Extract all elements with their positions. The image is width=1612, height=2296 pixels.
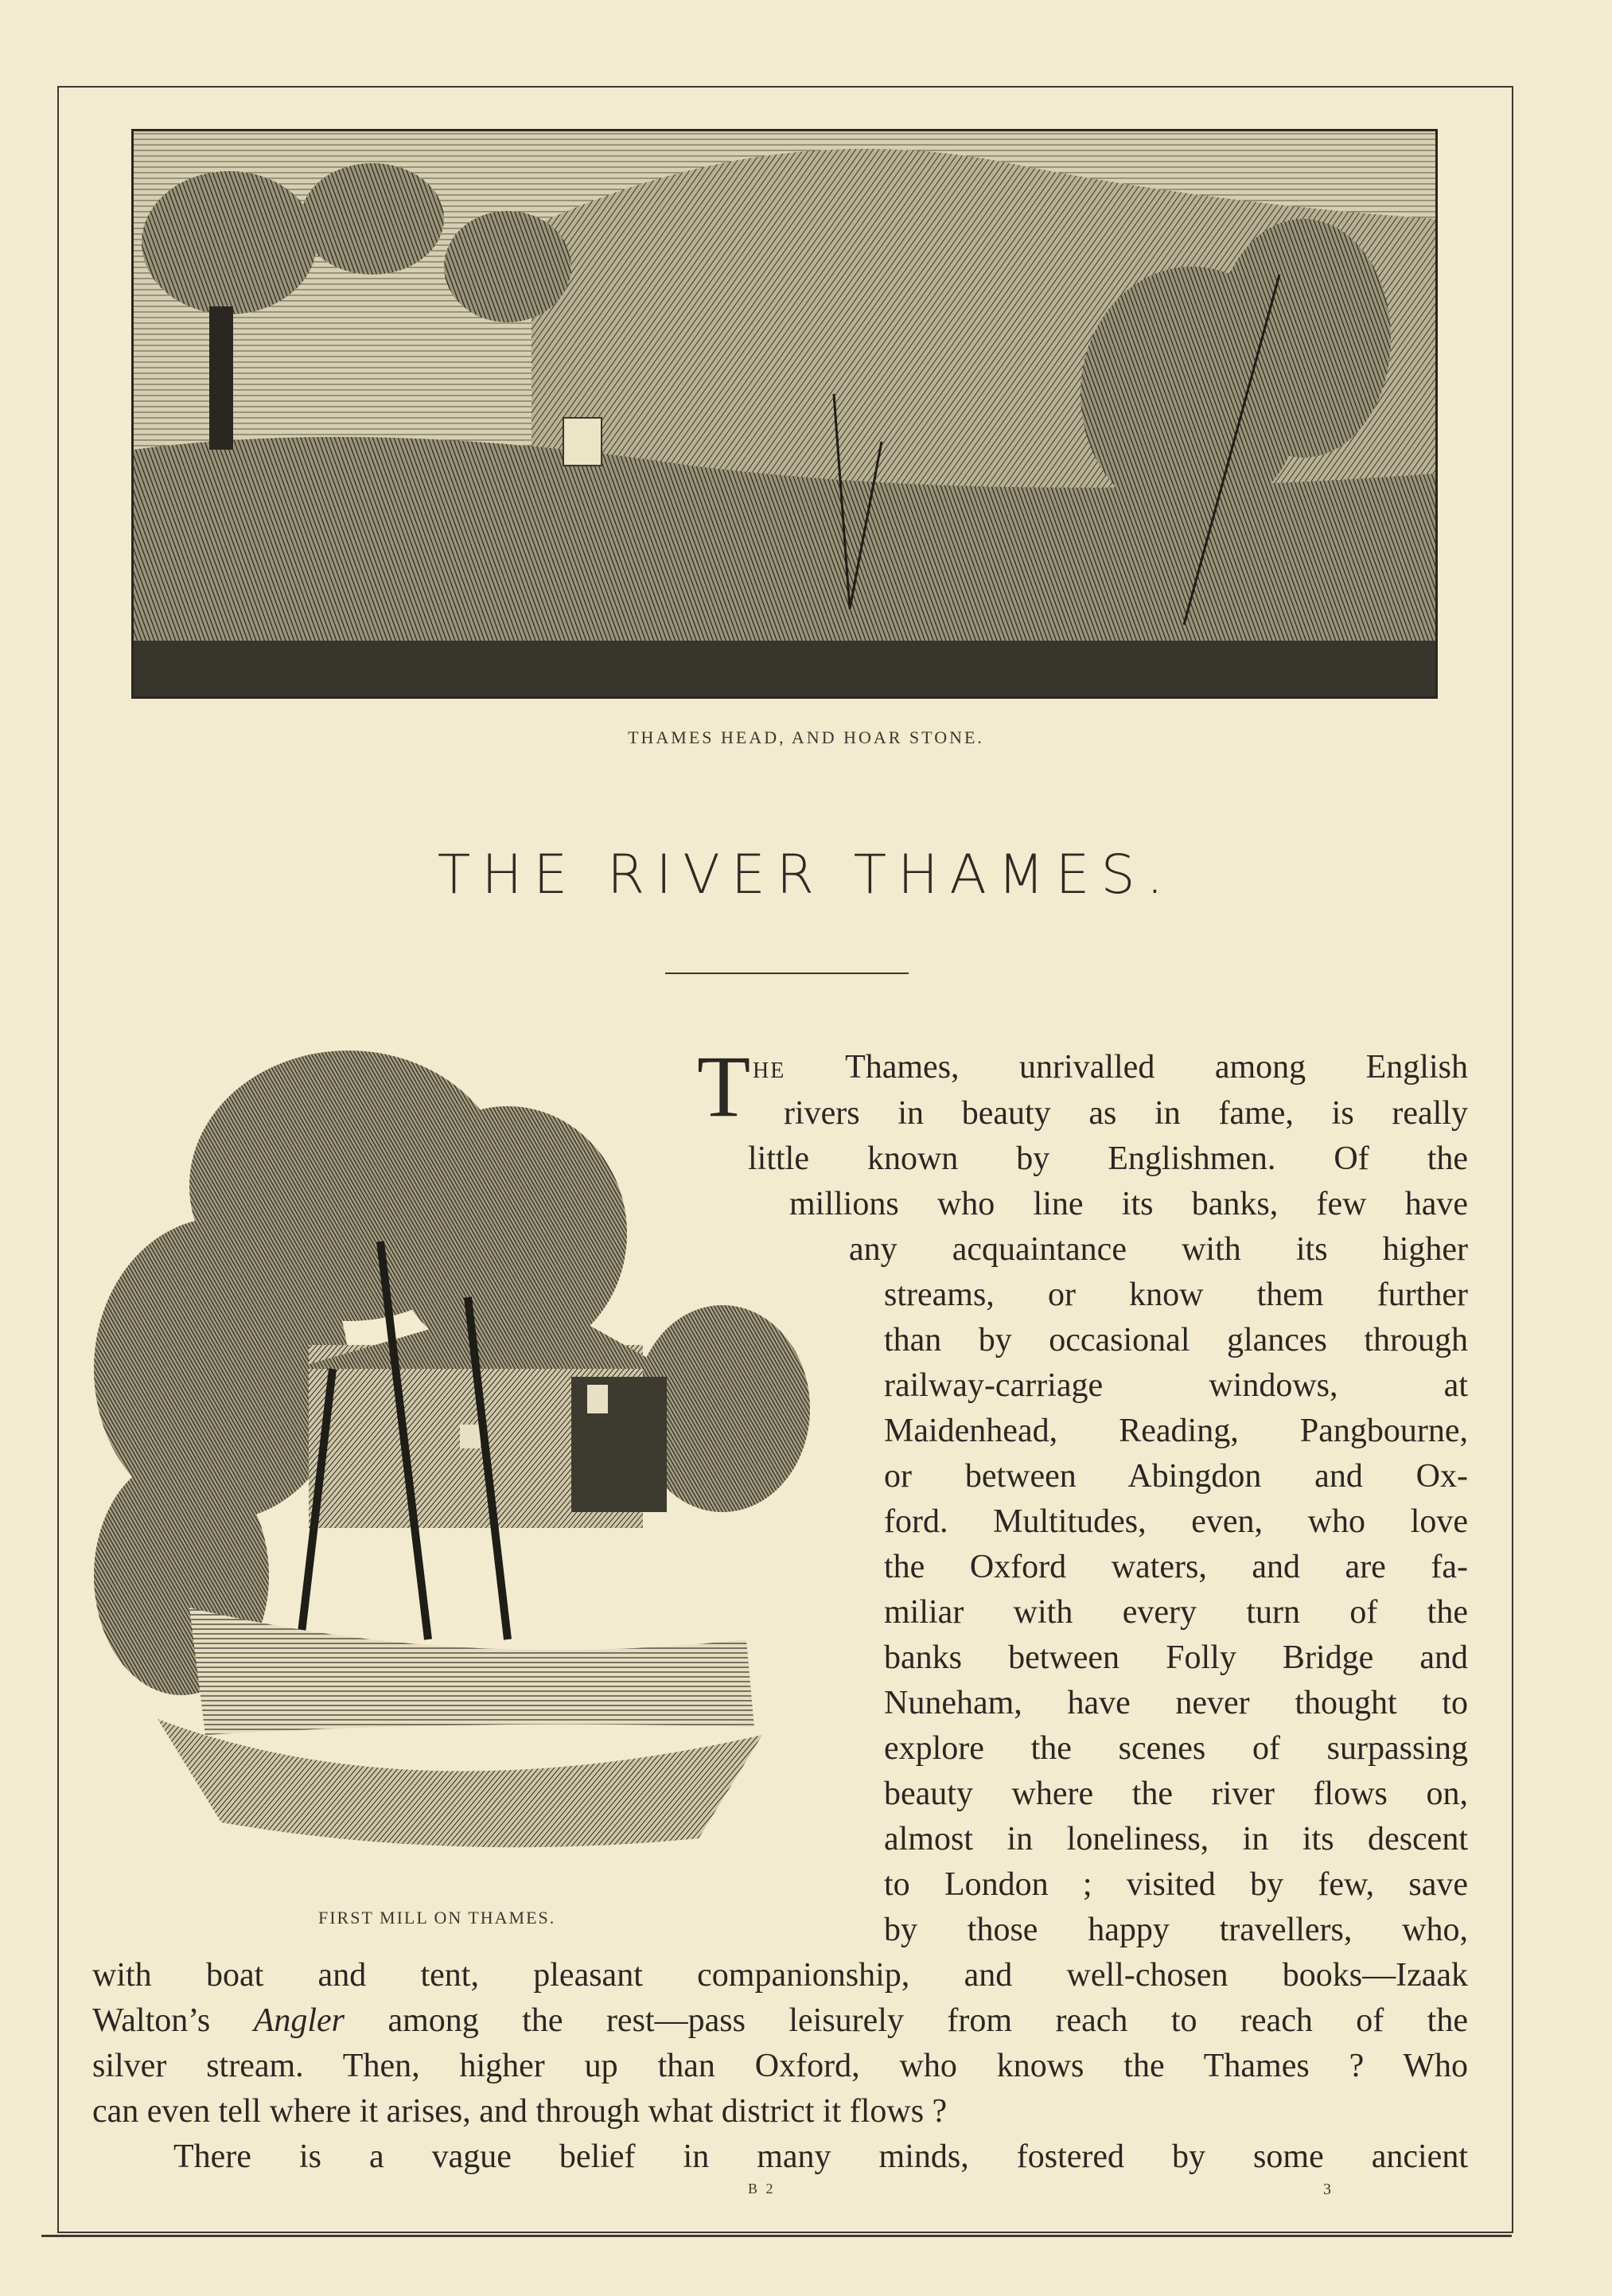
thames-head-engraving [131, 129, 1438, 699]
text-line-8: railway-carriage windows, at [884, 1367, 1468, 1404]
text-line-17: beauty where the river flows on, [884, 1776, 1468, 1812]
text-line-23: silver stream. Then, higher up than Oxford, who knows the Thames ? Who [92, 2048, 1468, 2084]
mill-caption: FIRST MILL ON THAMES. [318, 1908, 556, 1928]
text-line-22-pre: Walton’s [92, 2002, 254, 2039]
text-line-1-rest: Thames, unrivalled among English [785, 1049, 1468, 1086]
text-line-9: Maidenhead, Reading, Pangbourne, [884, 1413, 1468, 1449]
page-number: 3 [1323, 2181, 1331, 2198]
text-line-14: banks between Folly Bridge and [884, 1639, 1468, 1676]
text-line-2: rivers in beauty as in fame, is really [784, 1095, 1468, 1132]
text-line-24: can even tell where it arises, and through what district it flows ? [92, 2093, 948, 2130]
text-line-7: than by occasional glances through [884, 1322, 1468, 1358]
text-line-22-rest: among the rest—pass leisurely from reach to reach of the [345, 2002, 1468, 2039]
page-bottom-rule [41, 2235, 1512, 2237]
text-line-19: to London ; visited by few, save [884, 1866, 1468, 1903]
text-line-25: There is a vague belief in many minds, fostered by some ancient [173, 2138, 1468, 2175]
text-line-1 [753, 1048, 1468, 1090]
text-line-6: streams, or know them further [884, 1277, 1468, 1313]
text-line-4: millions who line its banks, few have [789, 1186, 1468, 1222]
first-mill-engraving [94, 1035, 842, 1894]
drop-cap: T [697, 1038, 751, 1135]
page-title: THE RIVER THAMES. [437, 844, 1175, 906]
text-line-3: little known by Englishmen. Of the [748, 1140, 1468, 1177]
title-rule [665, 973, 909, 974]
top-image-caption: THAMES HEAD, AND HOAR STONE. [628, 727, 984, 747]
text-line-20: by those happy travellers, who, [884, 1912, 1468, 1948]
text-line-16: explore the scenes of surpassing [884, 1730, 1468, 1767]
text-line-5: any acquaintance with its higher [849, 1231, 1468, 1268]
printer-signature: B 2 [748, 2181, 776, 2197]
text-line-11: ford. Multitudes, even, who love [884, 1503, 1468, 1540]
text-line-12: the Oxford waters, and are fa- [884, 1549, 1468, 1585]
smallcaps-he: HE [753, 1058, 786, 1083]
text-line-21: with boat and tent, pleasant companionship, and well-chosen books—Izaak [92, 1957, 1468, 1994]
book-title-angler: Angler [253, 2002, 345, 2039]
text-line-15: Nuneham, have never thought to [884, 1685, 1468, 1721]
text-line-10: or between Abingdon and Ox- [884, 1458, 1468, 1495]
text-line-18: almost in loneliness, in its descent [884, 1821, 1468, 1857]
text-line-13: miliar with every turn of the [884, 1594, 1468, 1631]
text-line-22 [92, 2002, 1468, 2040]
